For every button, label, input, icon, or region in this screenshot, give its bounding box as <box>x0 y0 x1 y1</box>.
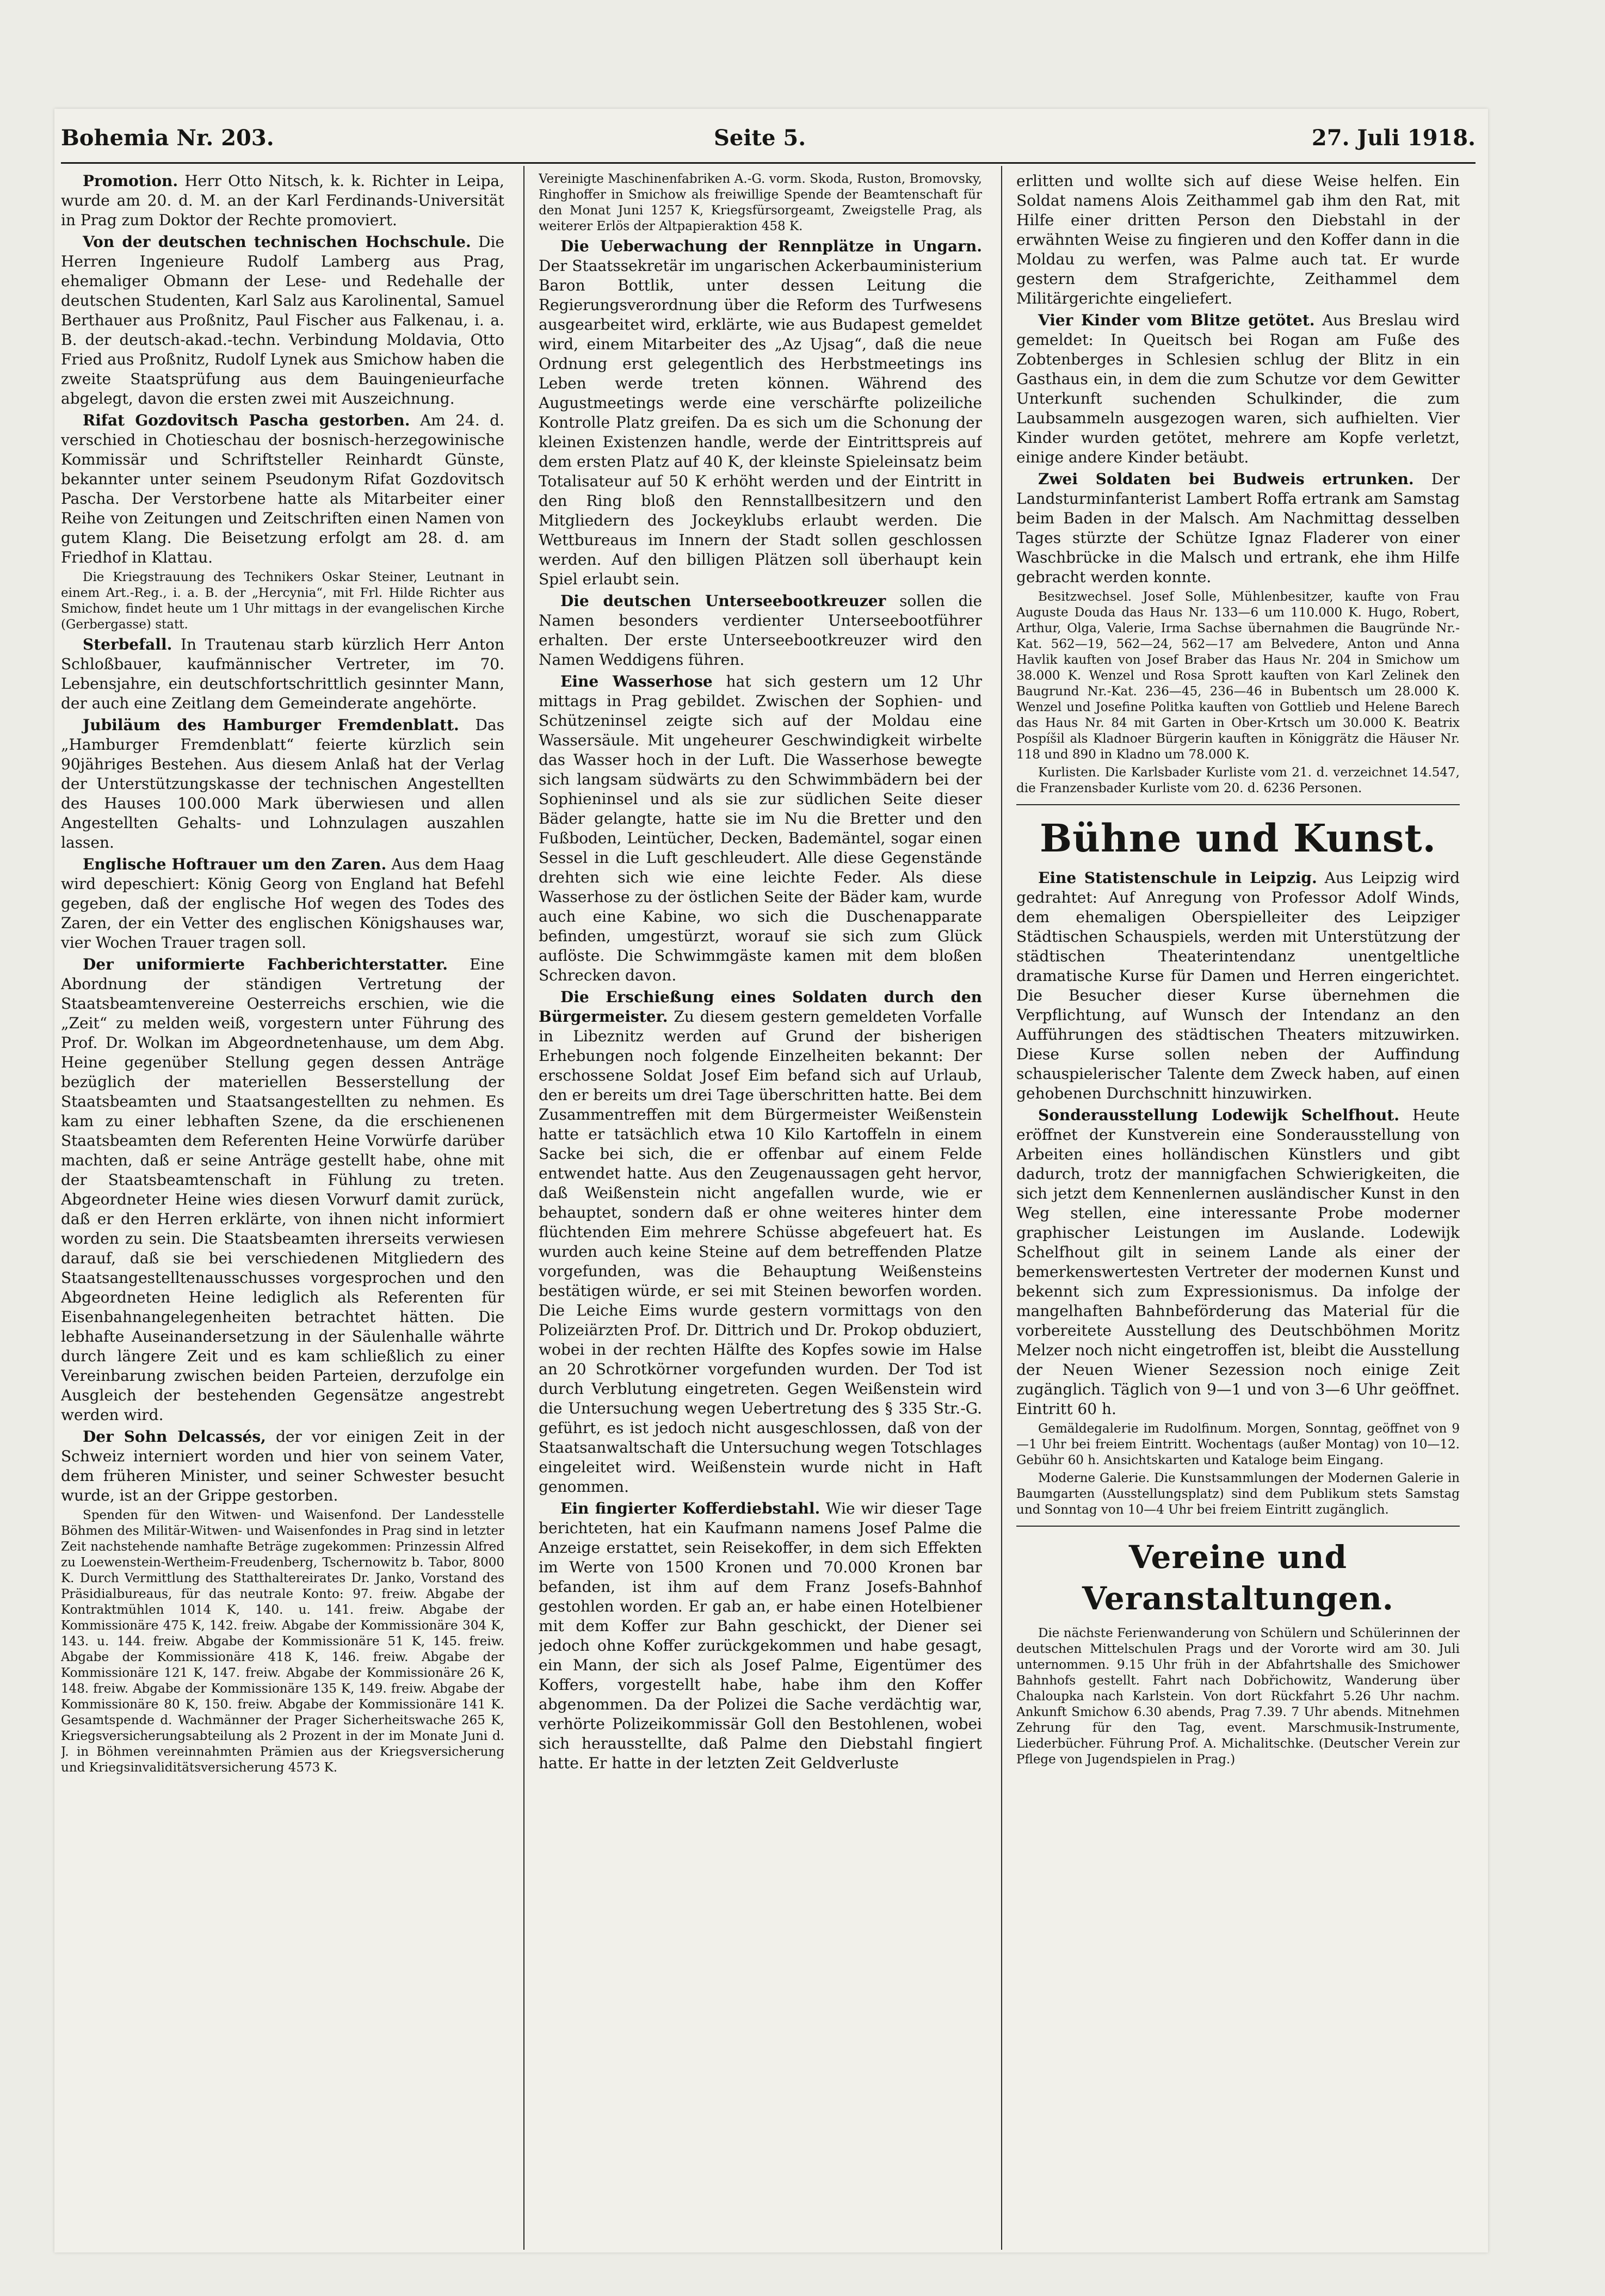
notice-spenden: Spenden für den Witwen- und Waisenfond. Der Landesstelle Böhmen des Militär-Witwen- und Waisenfondes in Prag sind in letzter Zeit nachstehende namhafte Beträge zugekommen: Prinzessin Alfred zu Loewenstein-Wertheim-Freudenberg, Tschernowitz b. Tabor, 8000 K. Durch Vermittlung des Statthaltereirates Dr. Janko, Vorstand des Präsidialbureaus, für das neutrale Konto: 97. freiw. Abgabe der Kontraktmühlen 1014 K, 140. u. 141. freiw. Abgabe der Kommissionäre 475 K, 142. freiw. Abgabe der Kommissionäre 304 K, 143. u. 144. freiw. Abgabe der Kommissionäre 51 K, 145. freiw. Abgabe der Kommissionäre 418 K, 146. freiw. Abgabe der Kommissionäre 121 K, 147. freiw. Abgabe der Kommissionäre 26 K, 148. freiw. Abgabe der Kommissionäre 135 K, 149. freiw. Abgabe der Kommissionäre 80 K, 150. freiw. Abgabe der Kommissionäre 141 K. Gesamtspende d. Wachmänner der Prager Sicherheitswache 265 K, Kriegsversicherungsabteilung als 2 Prozent in der im Monate Juni d. J. in Böhmen vereinnahmten Prämien aus der Kriegsversicherung und Kriegsinvaliditätsversicherung 4573 K. <box>61 1508 504 1775</box>
article-body: sollen die Namen besonders verdienter Unterseebootführer erhalten. Der erste Unterseebootkreuzer wird den Namen Weddigens führen. <box>539 592 982 669</box>
article-jubilaeum <box>61 715 504 853</box>
article-rennplaetze <box>539 237 982 589</box>
article-sonder <box>1016 1106 1460 1419</box>
article-promotion <box>61 171 504 230</box>
article-rifat <box>61 411 504 567</box>
article-body: Aus dem Haag wird depeschiert: König Georg von England hat Befehl gegeben, daß der englische Hof wegen des Todes des Zaren, der ein Vetter des englischen Königshauses war, vier Wochen Trauer tragen soll. <box>61 855 504 952</box>
article-fachbericht <box>61 955 504 1425</box>
section-title-vereine: Vereine und Veranstaltungen. <box>1082 1539 1394 1617</box>
article-koffer <box>539 1499 982 1773</box>
article-headline: Sonderausstellung Lodewijk Schelfhout. <box>1038 1106 1399 1124</box>
notice-kriegstrauung: Die Kriegstrauung des Technikers Oskar Steiner, Leutnant in einem Art.-Reg., i. a. B. der „Hercynia“, mit Frl. Hilde Richter aus Smichow, findet heute um 1 Uhr mittags in der evangelischen Kirche (Gerbergasse) statt. <box>61 570 504 632</box>
page-header <box>61 125 1476 158</box>
notice-moderne: Moderne Galerie. Die Kunstsammlungen der Modernen Galerie in Baumgarten (Ausstellungsplatz) sind dem Publikum stets Samstag und Sonntag von 10—4 Uhr bei freiem Eintritt zugänglich. <box>1016 1471 1460 1517</box>
article-body: Das „Hamburger Fremdenblatt“ feierte kürzlich sein 90jähriges Bestehen. Aus diesem Anlaß hat der Verlag der Unterstützungskasse der technischen Angestellten des Hauses 100.000 Mark überwiesen und allen Angestellten Gehalts- und Lohnzulagen auszahlen lassen. <box>61 716 504 851</box>
article-hoftrauer <box>61 855 504 953</box>
column-3 <box>1016 171 1460 2255</box>
article-headline: Die deutschen Unterseebootkreuzer <box>560 592 886 610</box>
issue-date: 27. Juli 1918. <box>1311 125 1476 151</box>
article-headline: Der Sohn Delcassés, <box>83 1428 266 1446</box>
article-headline: Englische Hoftrauer um den Zaren. <box>83 855 387 873</box>
article-body: Am 24. d. verschied in Chotieschau der bosnisch-herzegowinische Kommissär und Schriftsteller Reinhardt Günste, bekannter unter seinem Pseudonym Rifat Gozdovitsch Pascha. Der Verstorbene hatte als Mitarbeiter einer Reihe von Zeitungen und Zeitschriften einen Namen von gutem Klang. Die Beisetzung erfolgt am 28. d. am Friedhof in Klattau. <box>61 411 504 566</box>
article-headline: Zwei Soldaten bei Budweis ertrunken. <box>1038 470 1414 488</box>
article-body: Wie wir dieser Tage berichteten, hat ein Kaufmann namens Josef Palme die Anzeige erstattet, sein Reisekoffer, in dem sich Effekten im Werte von 1500 Kronen und 70.000 Kronen bar befanden, ist ihm auf dem Franz Josefs-Bahnhof gestohlen worden. Er gab an, er habe einen Hotelbiener mit dem Koffer zur Bahn geschickt, der Diener sei jedoch ohne Koffer zurückgekommen und habe gesagt, ein Mann, der sich als Josef Palme, Eigentümer des Koffers, vorgestellt habe, habe ihm den Koffer abgenommen. Da der Polizei die Sache verdächtig war, verhörte Polizeikommissär Goll den Bestohlenen, wobei sich herausstellte, daß Palme den Diebstahl fingiert hatte. Er hatte in der letzten Zeit Geldverluste <box>539 1499 982 1772</box>
article-headline: Promotion. <box>83 172 178 190</box>
article-body: Heute eröffnet der Kunstverein eine Sonderausstellung von Arbeiten eines holländischen Künstlers und gibt dadurch, trotz der mannigfachen Schwierigkeiten, die sich jetzt dem Kennenlernen ausländischer Kunst in den Weg stellen, eine interessante Probe moderner graphischer Leistungen im Auslande. Lodewijk Schelfhout gilt in seinem Lande als einer der bemerkenswertesten Vertreter der modernen Kunst und bekennt sich zum Expressionismus. Da infolge der mangelhaften Bahnbeförderung das Material für die vorbereitete Ausstellung des Deutschböhmen Moritz Melzer noch nicht eingetroffen ist, bleibt die Ausstellung der Neuen Wiener Sezession noch einige Zeit zugänglich. Täglich von 9—1 und von 3—6 Uhr geöffnet. Eintritt 60 h. <box>1016 1106 1460 1418</box>
article-headline: Der uniformierte Fachberichterstatter. <box>83 955 448 973</box>
column-2 <box>539 171 982 2255</box>
article-body: hat sich gestern um 12 Uhr mittags in Prag gebildet. Zwischen der Sophien- und Schützeninsel zeigte sich auf der Moldau eine Wassersäule. Mit ungeheurer Geschwindigkeit wirbelte das Wasser hoch in der Luft. Die Wasserhose bewegte sich langsam südwärts zu den Schwimmbädern bei der Sophieninsel und als sie zur südlichen Seite dieser Bäder gelangte, hatte sie im Nu die Bretter und den Fußboden, Leintücher, Decken, Bademäntel, sogar einen Sessel in die Luft geschleudert. Alle diese Gegenstände drehten sich wie eine leichte Feder. Als diese Wasserhose zu der östlichen Seite der Bäder kam, wurde auch eine Kabine, wo sich die Duschenapparate befinden, umgestürzt, worauf sie sich zum Glück auflöste. Die Schwimmgäste kamen mit dem bloßen Schrecken davon. <box>539 672 982 984</box>
article-soldaten <box>1016 470 1460 587</box>
notice-ferien: Die nächste Ferienwanderung von Schülern und Schülerinnen der deutschen Mittelschulen Prags und der Vororte wird am 30. Juli unternommen. 9.15 Uhr früh in der Abfahrtshalle des Smichower Bahnhofs gestellt. Fahrt nach Dobřichowitz, Wanderung über Chaloupka nach Karlstein. Von dort Rückfahrt 5.26 Uhr nachm. Ankunft Smichow 6.30 abends, Prag 7.39. 7 Uhr abends. Mitnehmen Zehrung für den Tag, event. Marschmusik-Instrumente, Liederbücher. Führung Prof. A. Michalitschke. (Deutscher Verein zur Pflege von Jugendspielen in Prag.) <box>1016 1626 1460 1767</box>
column-1 <box>61 171 504 2255</box>
article-body: Herr Otto Nitsch, k. k. Richter in Leipa, wurde am 20. d. M. an der Karl Ferdinands-Universität in Prag zum Doktor der Rechte promoviert. <box>61 172 504 229</box>
article-wasserhose <box>539 672 982 985</box>
section-rule <box>1016 1526 1460 1527</box>
article-body: Aus Breslau wird gemeldet: In Queitsch bei Rogan am Fuße des Zobtenberges in Schlesien schlug der Blitz in ein Gasthaus ein, in dem die zum Schutze vor dem Gewitter Unterkunft suchenden Schulkinder, die zum Laubsammeln ausgezogen waren, sich aufhielten. Vier Kinder wurden getötet, mehrere am Kopfe verletzt, einige andere Kinder betäubt. <box>1016 311 1460 466</box>
page-number: Seite 5. <box>714 125 806 151</box>
article-body: Der Landsturminfanterist Lambert Roffa ertrank am Samstag beim Baden in der Malsch. Am Nachmittag desselben Tages stürzte der Schütze Ignaz Fladerer von einer Waschbrücke in die Malsch und ertrank, ehe ihm Hilfe gebracht werden konnte. <box>1016 470 1460 586</box>
notice-kurliste: Kurlisten. Die Karlsbader Kurliste vom 21. d. verzeichnet 14.547, die Franzensbader Kurliste vom 20. d. 6236 Personen. <box>1016 766 1460 795</box>
article-headline: Die Ueberwachung der Rennplätze in Ungarn. <box>560 237 982 255</box>
section-rule <box>1016 804 1460 805</box>
article-body: Zu diesem gestern gemeldeten Vorfalle in Libeznitz werden auf Grund der bisherigen Erhebungen noch folgende Einzelheiten bekannt: Der erschossene Soldat Josef Eim befand sich auf Urlaub, den er bereits um drei Tage überschritten hatte. Bei dem Zusammentreffen mit dem Bürgermeister Weißenstein hatte er tatsächlich etwa 10 Kilo Kartoffeln in einem Sacke bei sich, die er offenbar auf einem Felde entwendet hatte. Aus den Zeugenaussagen geht hervor, daß Weißenstein nicht angefallen wurde, wie er behauptet, sondern daß er ohne weiteres hinter dem flüchtenden Eim mehrere Schüsse abgefeuert hat. Es wurden auch keine Steine auf dem betreffenden Platze vorgefunden, was die Behauptung Weißensteins bestätigen würde, er sei mit Steinen beworfen worden. Die Leiche Eims wurde gestern vormittags von den Polizeiärzten Prof. Dr. Dittrich und Dr. Prokop obduziert, wobei in der rechten Hälfte des Kopfes sowie im Halse an 20 Schrotkörner vorgefunden wurden. Der Tod ist durch Verblutung eingetreten. Gegen Weißenstein wird die Untersuchung wegen Uebertretung des § 335 Str.-G. geführt, es ist jedoch nicht ausgeschlossen, daß von der Staatsanwaltschaft die Untersuchung wegen Totschlages eingeleitet wird. Weißenstein wurde nicht in Haft genommen. <box>539 1008 982 1496</box>
article-headline: Eine Statistenschule in Leipzig. <box>1038 869 1317 887</box>
notice-besitzwechsel: Besitzwechsel. Josef Solle, Mühlenbesitzer, kaufte von Frau Auguste Douda das Haus Nr. 133—6 um 110.000 K. Hugo, Robert, Arthur, Olga, Valerie, Irma Sachse übernahmen die Baugründe Nr.-Kat. 562—19, 562—24, 562—17 am Belvedere, Anton und Anna Havlik kauften von Josef Braber das Haus Nr. 204 in Smichow um 38.000 K. Wenzel und Rosa Sprott kauften von Karl Zelinek den Baugrund Nr.-Kat. 236—45, 236—46 in Bubentsch um 28.000 K. Wenzel und Josefine Politka kauften von Gottlieb und Helene Barech das Haus Nr. 84 mit Garten in Ober-Krtsch um 30.000 K. Beatrix Pospíšil als Kladnoer Bürgerin kauften in Königgrätz die Häuser Nr. 118 und 890 in Kladno um 78.000 K. <box>1016 590 1460 762</box>
article-erschiessung <box>539 987 982 1497</box>
article-body: Die Herren Ingenieure Rudolf Lamberg aus Prag, ehemaliger Obmann der Lese- und Redehalle der deutschen Studenten, Karl Salz aus Karolinental, Samuel Berthauer aus Proßnitz, Paul Fischer aus Falkenau, i. a. B. der deutsch-akad.-techn. Verbindung Moldavia, Otto Fried aus Proßnitz, Rudolf Lynek aus Smichow haben die zweite Staatsprüfung aus dem Bauingenieurfache abgelegt, davon die ersten zwei mit Auszeichnung. <box>61 233 504 408</box>
article-koffer-cont: erlitten und wollte sich auf diese Weise helfen. Ein Soldat namens Alois Zeithammel gab ihm den Rat, mit Hilfe einer dritten Person den Diebstahl in der erwähnten Weise zu fingieren und den Koffer dann in die Moldau zu werfen, was Palme auch tat. Er wurde gestern dem Strafgerichte, Zeithammel dem Militärgerichte eingeliefert. <box>1016 172 1460 307</box>
column-divider <box>523 166 524 2250</box>
column-divider <box>1001 166 1002 2250</box>
article-delcasse <box>61 1427 504 1505</box>
article-body: In Trautenau starb kürzlich Herr Anton Schloßbauer, kaufmännischer Vertreter, im 70. Lebensjahre, ein deutschfortschrittlich gesinnter Mann, der auch eine Zeitlang dem Gemeinderate angehörte. <box>61 635 504 712</box>
article-body: Eine Abordnung der ständigen Vertretung der Staatsbeamtenvereine Oesterreichs erschien, wie die „Zeit“ zu melden weiß, vorgestern unter Führung des Prof. Dr. Wolkan im Abgeordnetenhause, um dem Abg. Heine gegenüber Stellung gegen dessen Anträge bezüglich der materiellen Besserstellung der Staatsbeamten und Staatsangestellten zu nehmen. Es kam zu einer lebhaften Szene, da die erschienenen Staatsbeamten dem Referenten Heine Vorwürfe darüber machten, daß er seine Anträge gestellt habe, ohne mit der Staatsbeamtenschaft in Fühlung zu treten. Abgeordneter Heine wies diesen Vorwurf damit zurück, daß er den Herren erklärte, von ihnen nicht informiert worden zu sein. Die Staatsbeamten ihrerseits verwiesen darauf, daß sie bei verschiedenen Mitgliedern des Staatsangestelltenausschusses vorgesprochen und den Abgeordneten Heine lediglich als Referenten für Eisenbahnangelegenheiten betrachtet hätten. Die lebhafte Auseinandersetzung in der Säulenhalle währte durch längere Zeit und es kam schließlich zu einer Vereinbarung zwischen beiden Parteien, derzufolge ein Ausgleich der bestehenden Gegensätze angestrebt werden wird. <box>61 955 504 1424</box>
article-body: Aus Leipzig wird gedrahtet: Auf Anregung von Professor Adolf Winds, dem ehemaligen Oberspielleiter des Leipziger Städtischen Schauspiels, werden mit Unterstützung der städtischen Theaterintendanz unentgeltliche dramatische Kurse für Damen und Herren eingerichtet. Die Besucher dieser Kurse übernehmen die Verpflichtung, auf Wunsch der Intendanz an den Aufführungen des städtischen Theaters mitzuwirken. Diese Kurse sollen neben der Auffindung schauspielerischer Talente dem Zweck haben, auf einen gehobenen Durchschnitt hinzuwirken. <box>1016 869 1460 1102</box>
article-hochschule <box>61 232 504 409</box>
header-rule <box>61 162 1476 164</box>
article-headline: Von der deutschen technischen Hochschule. <box>83 233 471 251</box>
article-sterbefall <box>61 635 504 713</box>
section-title-buehne: Bühne und Kunst. <box>1039 816 1437 861</box>
article-body: der vor einigen Zeit in der Schweiz interniert worden und hier von seinem Vater, dem früheren Minister, und seiner Schwester besucht wurde, ist an der Grippe gestorben. <box>61 1428 504 1504</box>
article-blitz <box>1016 311 1460 467</box>
notice-spenden-cont: Vereinigte Maschinenfabriken A.-G. vorm. Skoda, Ruston, Bromovsky, Ringhoffer in Smichow als freiwillige Spende der Beamtenschaft für den Monat Juni 1257 K, Kriegsfürsorgeamt, Zweigstelle Prag, als weiterer Erlös der Altpapieraktion 458 K. <box>539 172 982 233</box>
notice-gemaelde: Gemäldegalerie im Rudolfinum. Morgen, Sonntag, geöffnet von 9—1 Uhr bei freiem Eintritt. Wochentags (außer Montag) von 10—12. Gebühr 60 h. Ansichtskarten und Kataloge beim Eingang. <box>1016 1422 1460 1467</box>
article-headline: Rifat Gozdovitsch Pascha gestorben. <box>83 411 410 429</box>
article-headline: Jubiläum des Hamburger Fremdenblatt. <box>83 716 459 734</box>
article-headline: Sterbefall. <box>83 635 172 653</box>
article-statisten <box>1016 868 1460 1103</box>
article-headline: Ein fingierter Kofferdiebstahl. <box>560 1499 820 1517</box>
article-headline: Vier Kinder vom Blitze getötet. <box>1038 311 1315 329</box>
article-unterseeboot <box>539 591 982 670</box>
article-headline: Die Erschießung eines Soldaten durch den Bürgermeister. <box>539 988 982 1026</box>
article-headline: Eine Wasserhose <box>560 672 713 690</box>
masthead-issue: Bohemia Nr. 203. <box>61 125 274 151</box>
article-body: Der Staatssekretär im ungarischen Ackerbauministerium Baron Bottlik, unter dessen Leitung die Regierungsverordnung über die Reform des Turfwesens ausgearbeitet wird, erklärte, wie aus Budapest gemeldet wird, einem Mitarbeiter des „Az Ujsag“, daß die neue Ordnung erst gelegentlich des Herbstmeetings ins Leben werde treten können. Während des Augustmeetings werde eine verschärfte polizeiliche Kontrolle Platz greifen. Da es sich um die Schonung der kleinen Existenzen handle, werde der Eintrittspreis auf dem ersten Platz auf 40 K, der kleinste Spieleinsatz beim Totalisateur auf 50 K erhöht werden und der Eintritt in den Ring bloß den Rennstallbesitzern und den Mitgliedern des Jockeyklubs erlaubt werden. Die Wettbureaus im Innern der Stadt sollen geschlossen werden. Auf den billigen Plätzen soll überhaupt kein Spiel erlaubt sein. <box>539 257 982 588</box>
